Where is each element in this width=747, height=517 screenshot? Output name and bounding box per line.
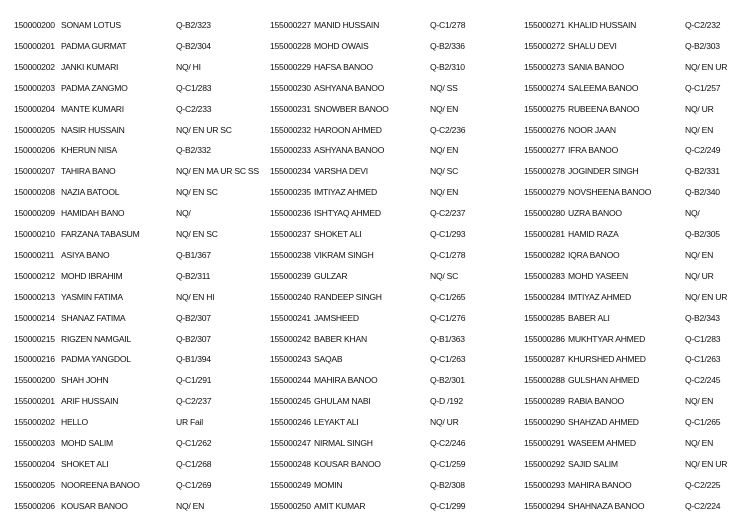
result-code: NQ/ EN [685, 249, 714, 260]
roll-number: 155000276 [524, 124, 565, 135]
roll-number: 155000234 [270, 166, 311, 177]
candidate-name: WASEEM AHMED [568, 438, 636, 448]
candidate-name: KHERUN NISA [61, 145, 117, 156]
result-code: NQ/ EN [430, 187, 459, 198]
result-code: Q-C1/291 [176, 375, 212, 386]
candidate-name: JAMSHEED [314, 312, 359, 323]
candidate-name: MOHD OWAIS [314, 40, 369, 51]
result-code: Q-B2/307 [176, 312, 211, 323]
candidate-name: SHAHNAZA BANOO [568, 500, 645, 511]
roll-number: 155000200 [14, 375, 55, 386]
roll-number: 155000273 [524, 61, 565, 72]
table-row [0, 15, 747, 36]
result-code: NQ/ EN [685, 124, 714, 135]
candidate-name: ASHYANA BANOO [314, 145, 385, 156]
candidate-name: BABER ALI [568, 312, 610, 323]
candidate-name: KOUSAR BANOO [314, 458, 381, 469]
result-code: Q-C1/257 [685, 82, 721, 93]
roll-number: 155000294 [524, 500, 565, 511]
roll-number: 155000229 [270, 61, 311, 72]
candidate-name: HAMID RAZA [568, 229, 619, 239]
roll-number: 155000230 [270, 82, 311, 93]
roll-number: 155000289 [524, 396, 565, 407]
table-row [0, 57, 747, 78]
roll-number: 155000236 [270, 208, 311, 219]
roll-number: 155000202 [14, 417, 55, 428]
result-code: NQ/ SC [430, 270, 459, 281]
result-code: NQ/ SS [430, 82, 458, 93]
result-code: Q-B2/311 [176, 270, 211, 281]
result-code: NQ/ EN UR [685, 458, 728, 469]
result-code: Q-B2/332 [176, 145, 211, 156]
table-row [0, 203, 747, 224]
table-row [0, 308, 747, 329]
roll-number: 155000271 [524, 20, 565, 30]
candidate-name: VIKRAM SINGH [314, 249, 374, 260]
candidate-name: IMTIYAZ AHMED [314, 187, 377, 198]
roll-number: 155000203 [14, 438, 55, 448]
roll-number: 155000287 [524, 354, 565, 365]
candidate-name: ASHYANA BANOO [314, 82, 385, 93]
result-code: Q-C1/262 [176, 438, 212, 448]
roll-number: 155000248 [270, 458, 311, 469]
candidate-name: FARZANA TABASUM [61, 229, 140, 239]
result-code: NQ/ EN [685, 438, 714, 448]
roll-number: 155000244 [270, 375, 311, 386]
table-row [0, 182, 747, 203]
result-code: NQ/ [176, 208, 191, 219]
result-code: NQ/ EN SC [176, 229, 218, 239]
table-row [0, 496, 747, 517]
candidate-name: TAHIRA BANO [61, 166, 116, 177]
candidate-name: NIRMAL SINGH [314, 438, 373, 448]
result-code: Q-B1/367 [176, 249, 211, 260]
roll-number: 150000211 [14, 249, 55, 260]
result-code: Q-C1/263 [685, 354, 721, 365]
result-code: Q-C1/278 [430, 249, 466, 260]
candidate-name: SHOKET ALI [314, 229, 362, 239]
candidate-name: GULZAR [314, 270, 348, 281]
candidate-name: SHOKET ALI [61, 458, 109, 469]
result-code: Q-B2/308 [430, 479, 465, 490]
result-code: NQ/ EN [685, 396, 714, 407]
candidate-name: BABER KHAN [314, 333, 367, 344]
table-row [0, 391, 747, 412]
result-code: Q-C2/233 [176, 103, 212, 114]
result-code: Q-C1/269 [176, 479, 212, 490]
candidate-name: RANDEEP SINGH [314, 291, 382, 302]
candidate-name: MOHD IBRAHIM [61, 270, 123, 281]
table-row [0, 475, 747, 496]
candidate-name: AMIT KUMAR [314, 500, 366, 511]
roll-number: 155000278 [524, 166, 565, 177]
result-code: NQ/ UR [685, 103, 714, 114]
candidate-name: IMTIYAZ AHMED [568, 291, 631, 302]
candidate-name: SAQAB [314, 354, 343, 365]
table-row [0, 78, 747, 99]
candidate-name: MANID HUSSAIN [314, 20, 380, 30]
candidate-name: GULSHAN AHMED [568, 375, 640, 386]
table-row [0, 370, 747, 391]
result-code: Q-B2/304 [176, 40, 211, 51]
candidate-name: RABIA BANOO [568, 396, 624, 407]
candidate-name: NOVSHEENA BANOO [568, 187, 652, 198]
table-row [0, 36, 747, 57]
result-code: NQ/ EN SC [176, 187, 218, 198]
roll-number: 150000214 [14, 312, 55, 323]
table-row [0, 266, 747, 287]
table-row [0, 349, 747, 370]
candidate-name: UZRA BANOO [568, 208, 622, 219]
result-code: Q-B2/343 [685, 312, 720, 323]
result-code: NQ/ EN [176, 500, 205, 511]
result-code: Q-C2/236 [430, 124, 466, 135]
roll-number: 155000205 [14, 479, 55, 490]
result-code: NQ/ EN UR SC [176, 124, 232, 135]
result-code: NQ/ EN UR [685, 61, 728, 72]
roll-number: 150000212 [14, 270, 55, 281]
roll-number: 150000201 [14, 40, 55, 51]
roll-number: 155000237 [270, 229, 311, 239]
candidate-name: NASIR HUSSAIN [61, 124, 125, 135]
roll-number: 155000288 [524, 375, 565, 386]
roll-number: 155000286 [524, 333, 565, 344]
roll-number: 150000203 [14, 82, 55, 93]
result-code: Q-C1/265 [430, 291, 466, 302]
roll-number: 155000285 [524, 312, 565, 323]
result-code: Q-B2/323 [176, 20, 211, 30]
roll-number: 155000250 [270, 500, 311, 511]
result-code: Q-C1/299 [430, 500, 466, 511]
result-code: NQ/ EN UR [685, 291, 728, 302]
result-code: Q-D /192 [430, 396, 463, 407]
table-row [0, 120, 747, 141]
candidate-name: MAHIRA BANOO [314, 375, 378, 386]
result-code: Q-B2/301 [430, 375, 465, 386]
roll-number: 150000207 [14, 166, 55, 177]
candidate-name: SHANAZ FATIMA [61, 312, 126, 323]
candidate-name: PADMA GURMAT [61, 40, 127, 51]
candidate-name: IQRA BANOO [568, 249, 620, 260]
roll-number: 150000216 [14, 354, 55, 365]
roll-number: 155000204 [14, 458, 55, 469]
table-row [0, 329, 747, 350]
result-code: NQ/ EN [430, 145, 459, 156]
result-code: Q-B1/394 [176, 354, 211, 365]
candidate-name: MOHD SALIM [61, 438, 113, 448]
candidate-name: JANKI KUMARI [61, 61, 119, 72]
roll-number: 155000231 [270, 103, 311, 114]
roll-number: 155000272 [524, 40, 565, 51]
roll-number: 150000209 [14, 208, 55, 219]
result-code: Q-C1/265 [685, 417, 721, 428]
result-code: Q-C1/293 [430, 229, 466, 239]
table-row [0, 140, 747, 161]
candidate-name: SHAH JOHN [61, 375, 109, 386]
roll-number: 155000249 [270, 479, 311, 490]
result-code: Q-C2/237 [176, 396, 212, 407]
result-code: Q-C2/224 [685, 500, 721, 511]
roll-number: 155000241 [270, 312, 311, 323]
candidate-name: HAROON AHMED [314, 124, 382, 135]
table-row [0, 454, 747, 475]
table-row [0, 433, 747, 454]
result-code: NQ/ [685, 208, 700, 219]
roll-number: 155000240 [270, 291, 311, 302]
candidate-name: RUBEENA BANOO [568, 103, 640, 114]
candidate-name: NOOREENA BANOO [61, 479, 140, 490]
candidate-name: IFRA BANOO [568, 145, 619, 156]
roll-number: 155000290 [524, 417, 565, 428]
candidate-name: SANIA BANOO [568, 61, 624, 72]
roll-number: 155000201 [14, 396, 55, 407]
candidate-name: PADMA ZANGMO [61, 82, 128, 93]
candidate-name: NOOR JAAN [568, 124, 616, 135]
candidate-name: JOGINDER SINGH [568, 166, 639, 177]
roll-number: 155000281 [524, 229, 565, 239]
result-code: Q-C2/245 [685, 375, 721, 386]
roll-number: 155000283 [524, 270, 565, 281]
candidate-name: RIGZEN NAMGAIL [61, 333, 132, 344]
candidate-name: HELLO [61, 417, 88, 428]
candidate-name: ASIYA BANO [61, 249, 110, 260]
roll-number: 155000245 [270, 396, 311, 407]
result-code: NQ/ EN HI [176, 291, 215, 302]
result-code: Q-B2/303 [685, 40, 720, 51]
candidate-name: SNOWBER BANOO [314, 103, 389, 114]
table-row [0, 245, 747, 266]
candidate-name: SHALU DEVI [568, 40, 617, 51]
roll-number: 150000208 [14, 187, 55, 198]
candidate-name: MOHD YASEEN [568, 270, 628, 281]
roll-number: 150000204 [14, 103, 55, 114]
roll-number: 155000291 [524, 438, 565, 448]
candidate-name: PADMA YANGDOL [61, 354, 131, 365]
candidate-name: HAFSA BANOO [314, 61, 373, 72]
result-code: Q-B2/336 [430, 40, 465, 51]
candidate-name: SALEEMA BANOO [568, 82, 639, 93]
candidate-name: NAZIA BATOOL [61, 187, 120, 198]
result-code: Q-C1/263 [430, 354, 466, 365]
result-code: Q-C1/283 [176, 82, 212, 93]
candidate-name: MANTE KUMARI [61, 103, 124, 114]
table-row [0, 224, 747, 245]
result-code: Q-B1/363 [430, 333, 465, 344]
result-code: Q-B2/340 [685, 187, 720, 198]
result-code: NQ/ SC [430, 166, 459, 177]
roll-number: 155000239 [270, 270, 311, 281]
roll-number: 155000280 [524, 208, 565, 219]
result-code: Q-C2/246 [430, 438, 466, 448]
result-code: Q-C2/225 [685, 479, 721, 490]
candidate-name: ARIF HUSSAIN [61, 396, 119, 407]
roll-number: 155000238 [270, 249, 311, 260]
roll-number: 155000243 [270, 354, 311, 365]
candidate-name: MUKHTYAR AHMED [568, 333, 646, 344]
roll-number: 155000206 [14, 500, 55, 511]
result-code: NQ/ HI [176, 61, 201, 72]
candidate-name: HAMIDAH BANO [61, 208, 125, 219]
roll-number: 155000242 [270, 333, 311, 344]
roll-number: 150000206 [14, 145, 55, 156]
candidate-name: VARSHA DEVI [314, 166, 368, 177]
candidate-name: SONAM LOTUS [61, 20, 121, 30]
table-row [0, 412, 747, 433]
roll-number: 155000279 [524, 187, 565, 198]
candidate-name: KHURSHED AHMED [568, 354, 646, 365]
roll-number: 150000202 [14, 61, 55, 72]
result-code: UR Fail [176, 417, 203, 428]
candidate-name: SAJID SALIM [568, 458, 618, 469]
roll-number: 155000284 [524, 291, 565, 302]
table-row [0, 287, 747, 308]
roll-number: 155000232 [270, 124, 311, 135]
result-code: NQ/ UR [685, 270, 714, 281]
candidate-name: MAHIRA BANOO [568, 479, 632, 490]
result-code: Q-C1/283 [685, 333, 721, 344]
candidate-name: GHULAM NABI [314, 396, 371, 407]
roll-number: 155000275 [524, 103, 565, 114]
result-code: Q-C1/259 [430, 458, 466, 469]
result-code: Q-B2/331 [685, 166, 720, 177]
candidate-name: LEYAKT ALI [314, 417, 359, 428]
roll-number: 155000292 [524, 458, 565, 469]
result-code: NQ/ EN [430, 103, 459, 114]
result-code: Q-C2/232 [685, 20, 721, 30]
roll-number: 155000233 [270, 145, 311, 156]
roll-number: 155000282 [524, 249, 565, 260]
roll-number: 155000293 [524, 479, 565, 490]
candidate-name: MOMIN [314, 479, 343, 490]
roll-number: 155000227 [270, 20, 311, 30]
roll-number: 150000205 [14, 124, 55, 135]
roll-number: 150000215 [14, 333, 55, 344]
roll-number: 155000246 [270, 417, 311, 428]
result-code: Q-C2/249 [685, 145, 721, 156]
result-code: Q-C2/237 [430, 208, 466, 219]
candidate-name: YASMIN FATIMA [61, 291, 123, 302]
result-code: Q-B2/307 [176, 333, 211, 344]
result-code: Q-C1/276 [430, 312, 466, 323]
roll-number: 150000200 [14, 20, 55, 30]
roll-number: 155000277 [524, 145, 565, 156]
candidate-name: KOUSAR BANOO [61, 500, 128, 511]
result-code: Q-C1/268 [176, 458, 212, 469]
candidate-name: ISHTYAQ AHMED [314, 208, 381, 219]
roll-number: 150000213 [14, 291, 55, 302]
result-code: Q-B2/310 [430, 61, 465, 72]
roll-number: 155000228 [270, 40, 311, 51]
roll-number: 155000247 [270, 438, 311, 448]
result-code: NQ/ UR [430, 417, 459, 428]
result-code: NQ/ EN MA UR SC SS [176, 166, 259, 177]
candidate-name: KHALID HUSSAIN [568, 20, 637, 30]
candidate-name: SHAHZAD AHMED [568, 417, 639, 428]
roll-number: 150000210 [14, 229, 55, 239]
roll-number: 155000235 [270, 187, 311, 198]
table-row [0, 161, 747, 182]
roll-number: 155000274 [524, 82, 565, 93]
result-code: Q-B2/305 [685, 229, 720, 239]
table-row [0, 99, 747, 120]
result-code: Q-C1/278 [430, 20, 466, 30]
